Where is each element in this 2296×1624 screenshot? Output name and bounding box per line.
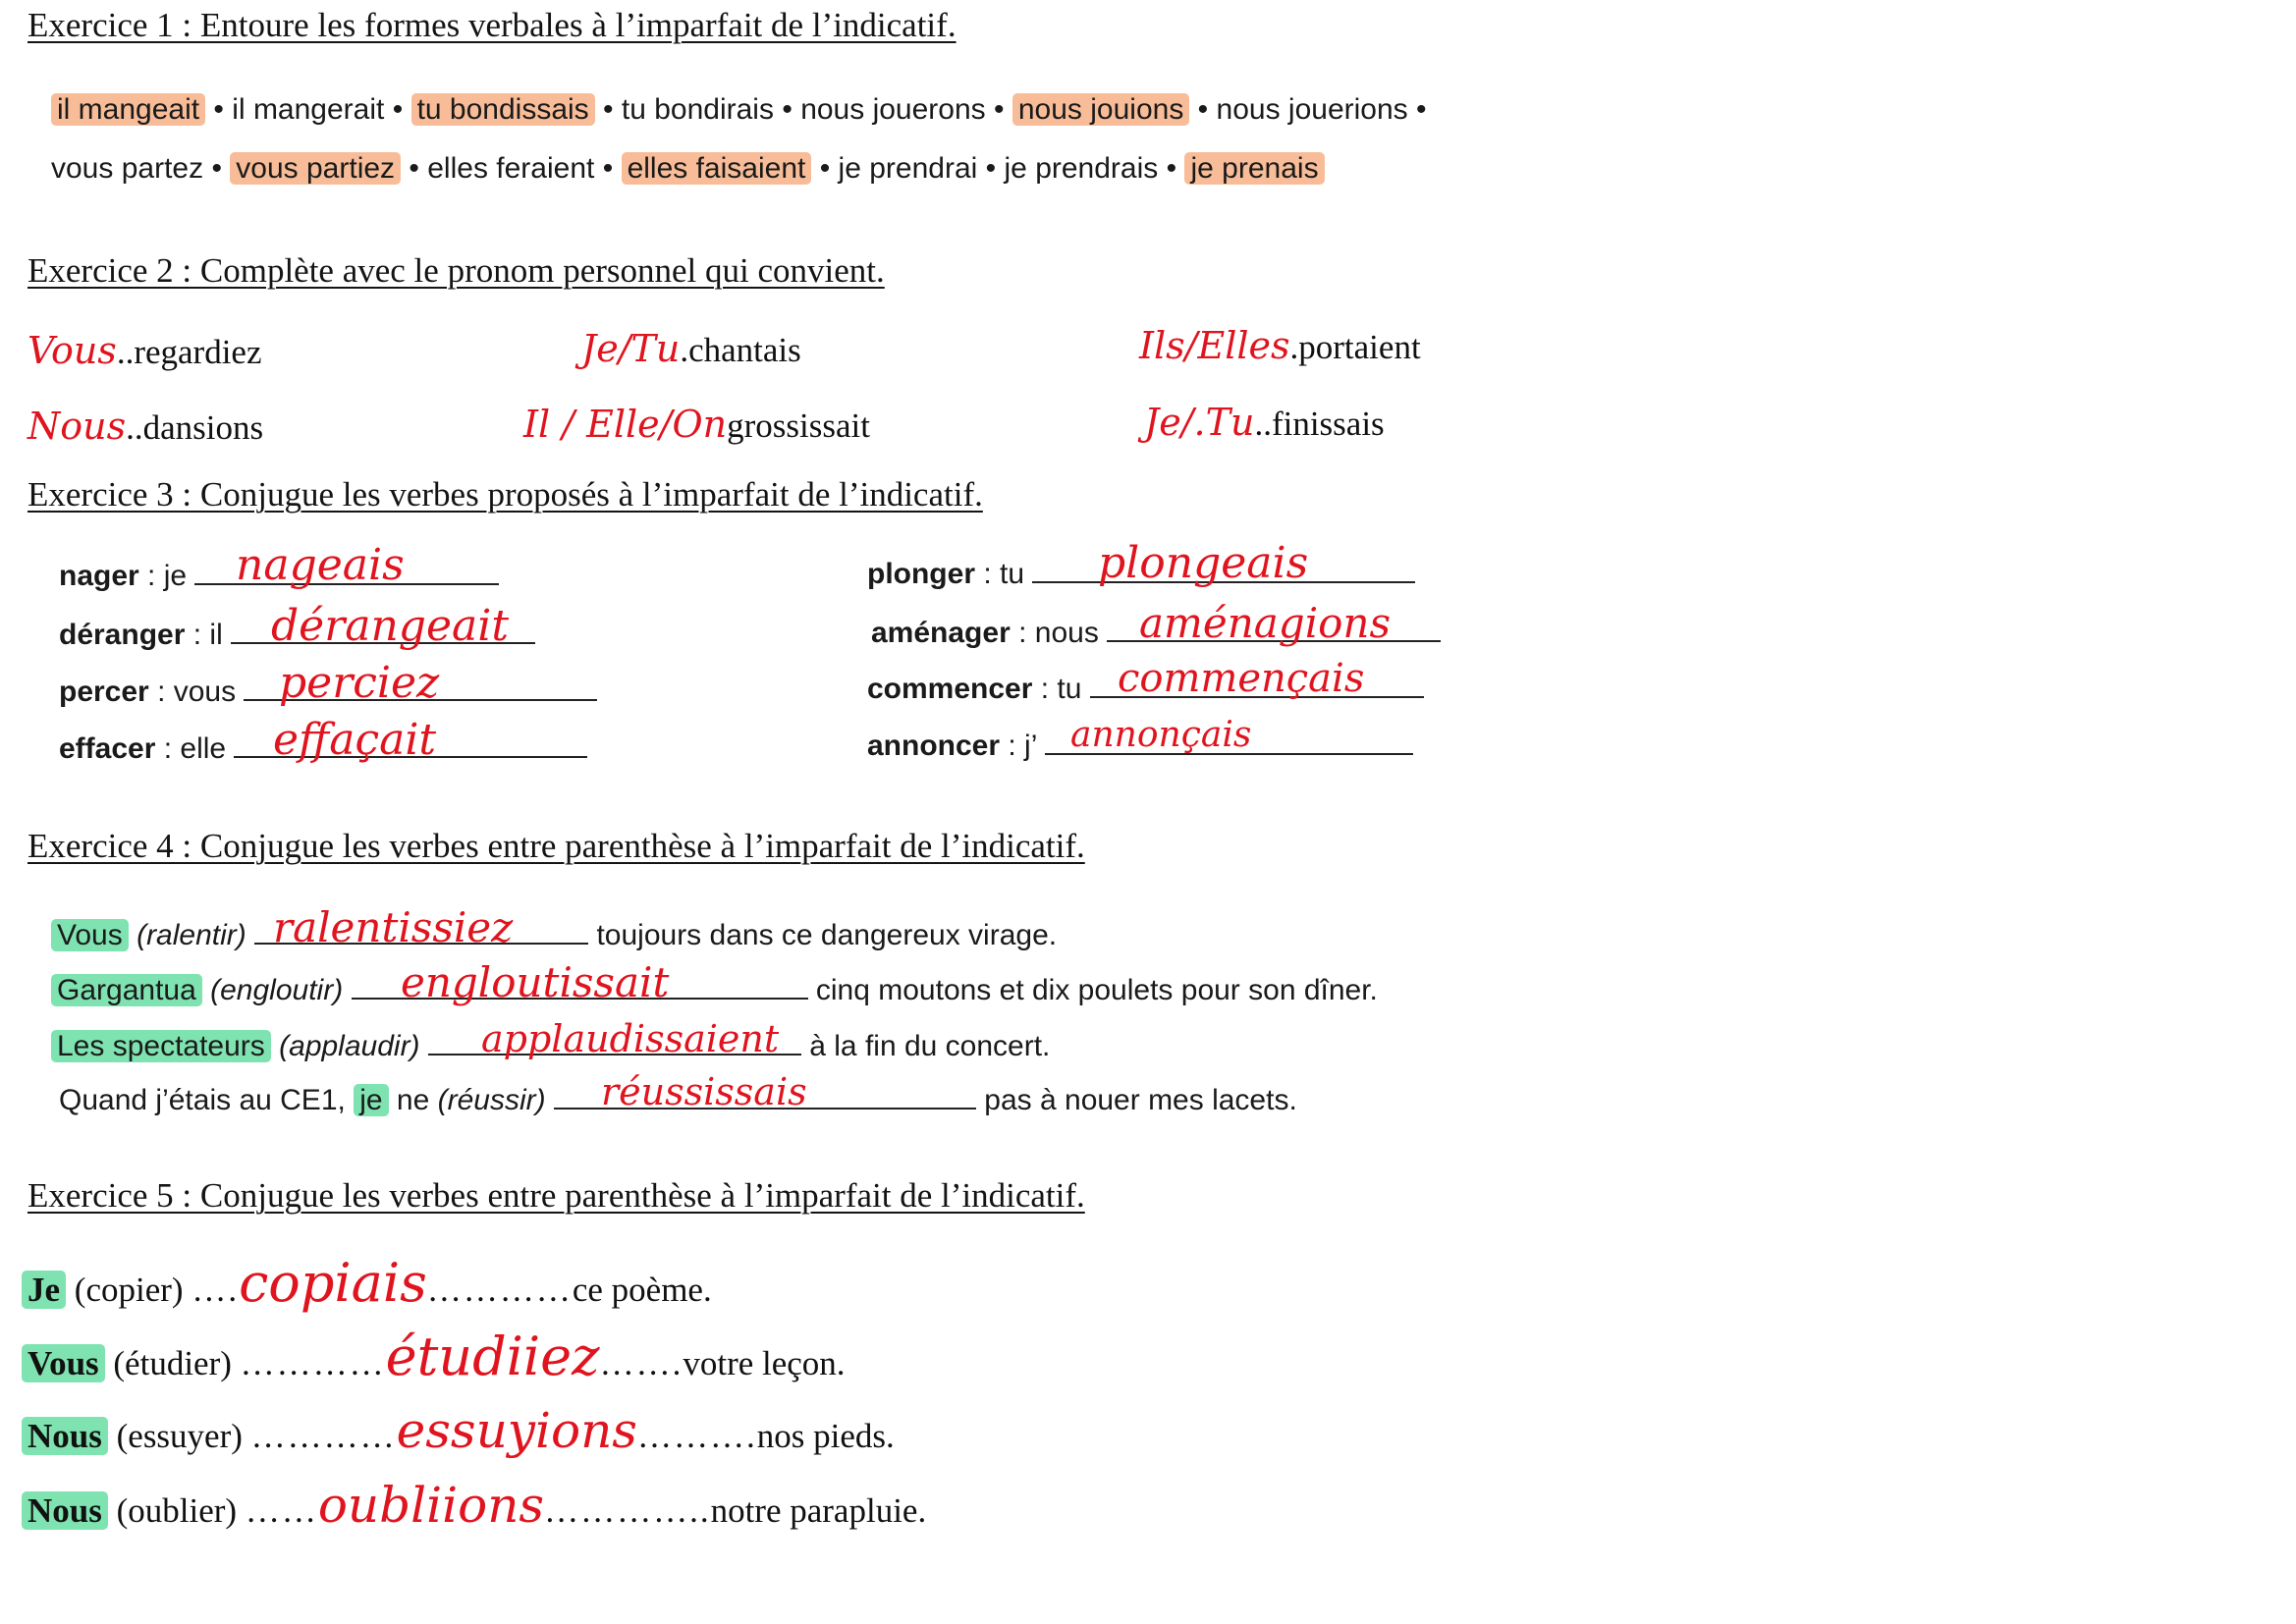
ex1-word[interactable]: je prendrai bbox=[838, 152, 978, 185]
ex5-verb: (oublier) bbox=[116, 1491, 238, 1530]
dotted-line: ………….. bbox=[544, 1491, 711, 1530]
ex5-subject: Je bbox=[22, 1271, 66, 1309]
separator: • bbox=[819, 152, 831, 185]
ex3-pronoun: : je bbox=[147, 560, 188, 592]
handwritten-answer[interactable]: oubliions bbox=[317, 1477, 545, 1534]
ex1-word[interactable]: je prendrais bbox=[1004, 152, 1159, 185]
ex3-pronoun: : tu bbox=[983, 558, 1025, 590]
ex3-title: Exercice 3 : Conjugue les verbes proposés à l’imparfait de l’indicatif. bbox=[27, 475, 983, 514]
ex2-title: Exercice 2 : Complète avec le pronom personnel qui convient. bbox=[27, 251, 885, 290]
handwritten-answer[interactable]: perciez bbox=[279, 658, 440, 708]
ex4-item bbox=[51, 974, 1378, 1007]
ex3-verb: déranger bbox=[59, 619, 186, 651]
ex5-rest: ce poème. bbox=[572, 1271, 712, 1309]
ex2-rest: .portaient bbox=[1289, 328, 1421, 366]
ex4-rest: à la fin du concert. bbox=[809, 1030, 1051, 1062]
ex1-word[interactable]: tu bondirais bbox=[621, 93, 774, 126]
ex5-item bbox=[22, 1252, 712, 1314]
handwritten-answer[interactable]: Ils/Elles bbox=[1139, 324, 1290, 367]
handwritten-answer[interactable]: Il / Elle/On bbox=[523, 403, 728, 446]
handwritten-answer[interactable]: aménagions bbox=[1139, 599, 1392, 647]
ex4-rest: cinq moutons et dix poulets pour son dîner. bbox=[815, 974, 1378, 1006]
ex5-subject: Nous bbox=[22, 1417, 108, 1455]
ex2-rest: ..regardiez bbox=[116, 333, 262, 371]
separator: • bbox=[1197, 93, 1209, 126]
separator: • bbox=[409, 152, 419, 185]
ex1-word[interactable]: nous jouions bbox=[1012, 93, 1189, 126]
handwritten-answer[interactable]: essuyions bbox=[396, 1402, 637, 1459]
ex3-verb: plonger bbox=[867, 558, 975, 590]
handwritten-answer[interactable]: engloutissait bbox=[401, 958, 670, 1006]
ex3-verb: percer bbox=[59, 676, 149, 708]
ex2-item bbox=[27, 405, 263, 448]
handwritten-answer[interactable]: commençais bbox=[1118, 656, 1365, 701]
ex3-pronoun: : il bbox=[192, 619, 223, 651]
handwritten-answer[interactable]: annonçais bbox=[1070, 715, 1252, 755]
ex2-rest: grossissait bbox=[727, 406, 870, 445]
ex4-verb: (réussir) bbox=[437, 1084, 546, 1116]
ex2-item bbox=[1144, 401, 1385, 444]
ex2-item bbox=[581, 327, 801, 370]
ex1-word[interactable]: vous partez bbox=[51, 152, 204, 185]
handwritten-answer[interactable]: Nous bbox=[27, 405, 127, 448]
ex2-rest: .chantais bbox=[680, 331, 801, 369]
handwritten-answer[interactable]: nageais bbox=[236, 540, 405, 590]
handwritten-answer[interactable]: Je/Tu bbox=[581, 327, 681, 370]
separator: • bbox=[602, 152, 614, 185]
handwritten-answer[interactable]: plongeais bbox=[1098, 538, 1309, 588]
handwritten-answer[interactable]: applaudissaient bbox=[481, 1017, 780, 1060]
separator: • bbox=[782, 93, 793, 126]
separator: • bbox=[985, 152, 997, 185]
ex1-word[interactable]: elles faisaient bbox=[622, 152, 812, 185]
ex4-subject: Les spectateurs bbox=[51, 1030, 271, 1062]
ex3-verb: effacer bbox=[59, 732, 156, 765]
ex5-verb: (copier) bbox=[74, 1271, 184, 1309]
ex3-pronoun: : tu bbox=[1040, 673, 1082, 705]
handwritten-answer[interactable]: effaçait bbox=[273, 715, 437, 765]
ex4-pre: Quand j’étais au CE1, bbox=[59, 1084, 355, 1116]
ex1-word[interactable]: vous partiez bbox=[230, 152, 401, 185]
handwritten-answer[interactable]: réussissais bbox=[601, 1070, 807, 1113]
ex2-item bbox=[27, 329, 262, 372]
ex2-rest: ..dansions bbox=[126, 408, 264, 447]
ex1-title: Exercice 1 : Entoure les formes verbales à l’imparfait de l’indicatif. bbox=[27, 6, 957, 44]
handwritten-answer[interactable]: Vous bbox=[27, 329, 117, 372]
dotted-line: ………… bbox=[250, 1417, 397, 1455]
ex2-rest: ..finissais bbox=[1254, 405, 1385, 443]
dotted-line: ………. bbox=[636, 1417, 757, 1455]
separator: • bbox=[211, 152, 222, 185]
ex5-item bbox=[22, 1477, 926, 1534]
ex3-pronoun: : nous bbox=[1018, 617, 1099, 649]
ex5-item bbox=[22, 1402, 895, 1459]
ex4-subject: Gargantua bbox=[51, 974, 202, 1006]
ex2-item bbox=[523, 403, 870, 446]
ex4-subject: Vous bbox=[51, 919, 129, 951]
ex3-verb: annoncer bbox=[867, 730, 1001, 762]
ex1-word[interactable]: nous jouerons bbox=[800, 93, 986, 126]
separator: • bbox=[213, 93, 224, 126]
ex5-title: Exercice 5 : Conjugue les verbes entre parenthèse à l’imparfait de l’indicatif. bbox=[27, 1176, 1085, 1215]
dotted-line: …… bbox=[245, 1491, 318, 1530]
ex3-pronoun: : vous bbox=[157, 676, 237, 708]
ex1-word[interactable]: il mangerait bbox=[232, 93, 385, 126]
ex2-item bbox=[1139, 324, 1421, 367]
ex1-line-2 bbox=[51, 152, 1325, 186]
ex4-after-subject: ne bbox=[388, 1084, 438, 1116]
ex5-subject: Nous bbox=[22, 1491, 108, 1530]
ex1-word[interactable]: nous jouerions bbox=[1216, 93, 1408, 126]
handwritten-answer[interactable]: ralentissiez bbox=[273, 903, 514, 951]
handwritten-answer[interactable]: copiais bbox=[239, 1252, 427, 1314]
dotted-line: ………… bbox=[426, 1271, 573, 1309]
ex4-rest: pas à nouer mes lacets. bbox=[984, 1084, 1297, 1116]
ex4-verb: (engloutir) bbox=[210, 974, 344, 1006]
handwritten-answer[interactable]: dérangeait bbox=[271, 601, 509, 651]
separator: • bbox=[392, 93, 404, 126]
ex5-subject: Vous bbox=[22, 1344, 105, 1382]
ex4-title: Exercice 4 : Conjugue les verbes entre parenthèse à l’imparfait de l’indicatif. bbox=[27, 827, 1085, 865]
dotted-line: ………… bbox=[240, 1344, 386, 1382]
ex1-line-1 bbox=[51, 93, 1427, 127]
ex1-word[interactable]: tu bondissais bbox=[411, 93, 595, 126]
ex1-word[interactable]: elles feraient bbox=[427, 152, 595, 185]
ex5-verb: (essuyer) bbox=[116, 1417, 243, 1455]
ex3-verb: aménager bbox=[871, 617, 1011, 649]
ex5-rest: nos pieds. bbox=[756, 1417, 895, 1455]
ex3-verb: commencer bbox=[867, 673, 1033, 705]
ex5-item bbox=[22, 1326, 846, 1387]
dotted-line: ……. bbox=[599, 1344, 683, 1382]
ex4-rest: toujours dans ce dangereux virage. bbox=[596, 919, 1058, 951]
separator: • bbox=[994, 93, 1005, 126]
ex5-rest: notre parapluie. bbox=[710, 1491, 927, 1530]
ex4-verb: (ralentir) bbox=[137, 919, 246, 951]
ex3-pronoun: : elle bbox=[163, 732, 227, 765]
ex4-item bbox=[51, 919, 1057, 952]
handwritten-answer[interactable]: Je/.Tu bbox=[1144, 401, 1255, 444]
ex5-rest: votre leçon. bbox=[683, 1344, 846, 1382]
separator: • bbox=[1416, 93, 1427, 126]
ex3-verb: nager bbox=[59, 560, 139, 592]
ex1-word[interactable]: il mangeait bbox=[51, 93, 205, 126]
handwritten-answer[interactable]: étudiiez bbox=[385, 1326, 600, 1387]
separator: • bbox=[603, 93, 614, 126]
dotted-line: …. bbox=[191, 1271, 240, 1309]
ex4-verb: (applaudir) bbox=[279, 1030, 420, 1062]
separator: • bbox=[1166, 152, 1177, 185]
ex1-word[interactable]: je prenais bbox=[1184, 152, 1324, 185]
ex3-pronoun: : j’ bbox=[1008, 730, 1037, 762]
ex5-verb: (étudier) bbox=[113, 1344, 232, 1382]
ex4-subject: je bbox=[354, 1084, 388, 1116]
